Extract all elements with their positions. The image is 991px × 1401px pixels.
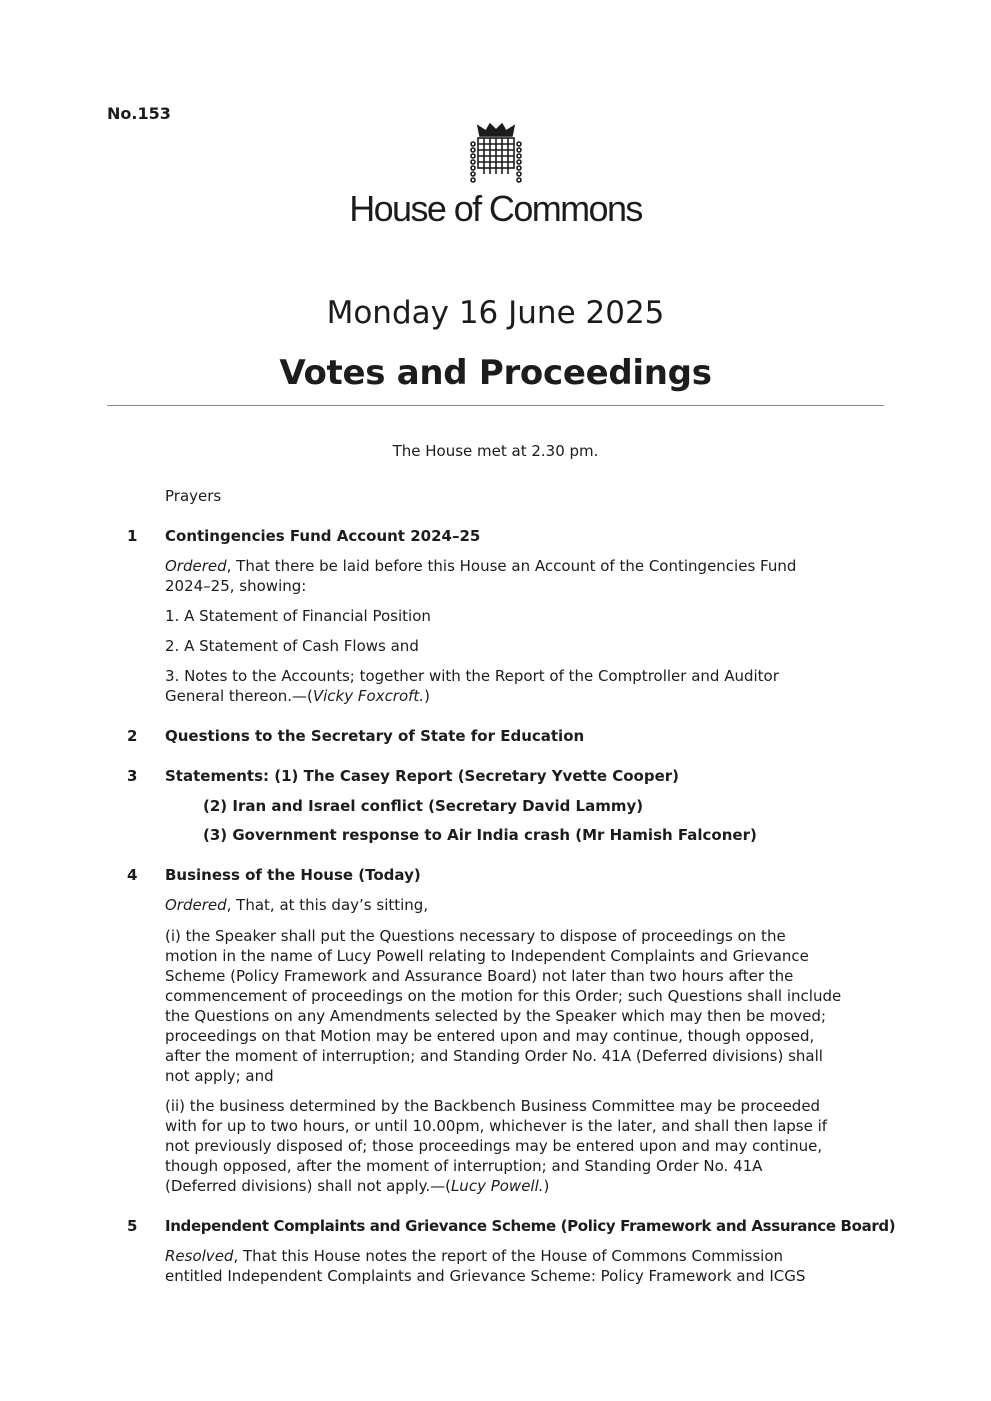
item-1-list-1: 1. A Statement of Financial Position xyxy=(165,607,431,625)
item-1-order-line-2: 2024–25, showing: xyxy=(165,577,307,595)
item-4-para-1-line: motion in the name of Lucy Powell relating to Independent Complaints and Grievance xyxy=(165,947,809,965)
statement-1: Statements: (1) The Casey Report (Secretary Yvette Cooper) xyxy=(165,767,680,785)
sitting-date: Monday 16 June 2025 xyxy=(326,295,665,331)
prayers: Prayers xyxy=(165,487,222,505)
ordered-word: Ordered xyxy=(165,896,227,914)
item-4-para-2-line: with for up to two hours, or until 10.00pm, whichever is the later, and shall then lapse if xyxy=(165,1117,828,1135)
item-4-para-1-line: (i) the Speaker shall put the Questions necessary to dispose of proceedings on the xyxy=(165,927,786,945)
item-4-para-1-line: not apply; and xyxy=(165,1067,274,1085)
ordered-word: Ordered xyxy=(165,557,227,575)
house-name: House of Commons xyxy=(349,188,642,229)
mover-name: Vicky Foxcroft. xyxy=(312,687,425,705)
item-4-para-2-line: (Deferred divisions) shall not apply.—(Lucy Powell.) xyxy=(165,1177,550,1195)
item-4-para-2-line: though opposed, after the moment of interruption; and Standing Order No. 41A xyxy=(165,1157,763,1175)
item-4-para-1-line: after the moment of interruption; and Standing Order No. 41A (Deferred divisions) shall xyxy=(165,1047,823,1065)
item-heading-1: Contingencies Fund Account 2024–25 xyxy=(165,527,481,545)
item-number-1: 1 xyxy=(127,527,138,545)
item-number-2: 2 xyxy=(127,727,138,745)
item-number-5: 5 xyxy=(127,1217,138,1235)
house-met-note: The House met at 2.30 pm. xyxy=(392,442,599,460)
portcullis-icon xyxy=(468,122,524,186)
item-1-order-line-1: Ordered, That there be laid before this House an Account of the Contingencies Fund xyxy=(165,557,797,575)
document-title: Votes and Proceedings xyxy=(279,353,712,393)
item-number-4: 4 xyxy=(127,866,138,884)
item-4-para-1-line: commencement of proceedings on the motion for this Order; such Questions shall include xyxy=(165,987,842,1005)
item-1-list-2: 2. A Statement of Cash Flows and xyxy=(165,637,419,655)
item-4-para-1-line: the Questions on any Amendments selected by the Speaker which may then be moved; xyxy=(165,1007,827,1025)
statement-2: (2) Iran and Israel conflict (Secretary David Lammy) xyxy=(203,797,644,815)
item-number-3: 3 xyxy=(127,767,138,785)
issue-number: No.153 xyxy=(107,104,171,123)
mover-name: Lucy Powell. xyxy=(450,1177,544,1195)
item-5-resolution-line-2: entitled Independent Complaints and Grievance Scheme: Policy Framework and ICGS xyxy=(165,1267,806,1285)
item-heading-2: Questions to the Secretary of State for Education xyxy=(165,727,585,745)
item-4-para-2-line: not previously disposed of; those proceedings may be entered upon and may continue, xyxy=(165,1137,823,1155)
item-heading-5: Independent Complaints and Grievance Scheme (Policy Framework and Assurance Board) xyxy=(165,1217,896,1235)
item-4-para-1-line: Scheme (Policy Framework and Assurance Board) not later than two hours after the xyxy=(165,967,794,985)
item-heading-4: Business of the House (Today) xyxy=(165,866,421,884)
item-5-resolution-line-1: Resolved, That this House notes the report of the House of Commons Commission xyxy=(165,1247,784,1265)
resolved-word: Resolved xyxy=(165,1247,234,1265)
item-1-list-3-line-2: General thereon.—(Vicky Foxcroft.) xyxy=(165,687,430,705)
item-4-para-1-line: proceedings on that Motion may be entered upon and may continue, though opposed, xyxy=(165,1027,815,1045)
title-divider xyxy=(107,405,884,406)
statement-3: (3) Government response to Air India crash (Mr Hamish Falconer) xyxy=(203,826,757,844)
item-4-para-2-line: (ii) the business determined by the Backbench Business Committee may be proceeded xyxy=(165,1097,821,1115)
item-4-order-line: Ordered, That, at this day’s sitting, xyxy=(165,896,429,914)
item-1-list-3-line-1: 3. Notes to the Accounts; together with the Report of the Comptroller and Auditor xyxy=(165,667,779,685)
